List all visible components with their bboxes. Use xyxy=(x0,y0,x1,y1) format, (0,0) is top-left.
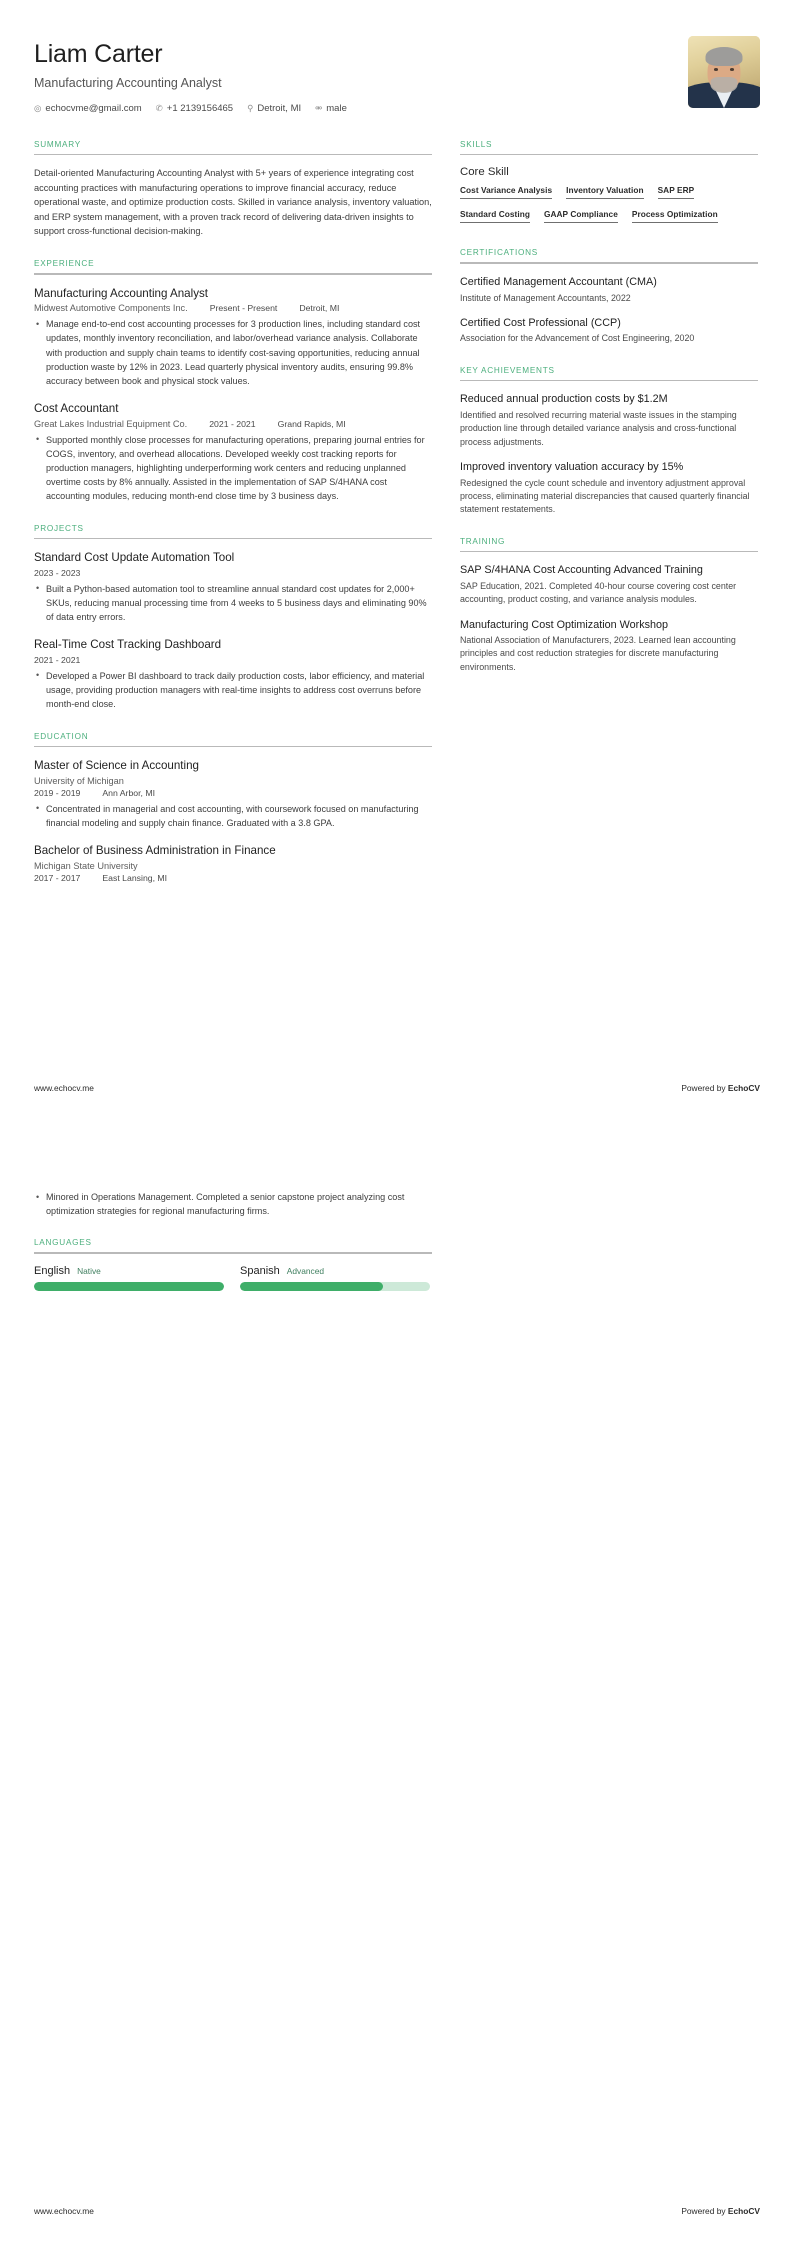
education-location: East Lansing, MI xyxy=(102,872,168,883)
training-description: SAP Education, 2021. Completed 40-hour course covering cost center accounting, product costing, and variance analysis modules. xyxy=(460,580,737,605)
experience-entry xyxy=(34,401,432,504)
experience-role: Manufacturing Accounting Analyst xyxy=(34,286,209,300)
skills-group-label: Core Skill xyxy=(460,166,509,179)
education-meta xyxy=(34,788,432,798)
bullet-item: • Manage end-to-end cost accounting processes for 3 production lines, including standard cost updates, monthly inventory reconciliation, and labor/overhead variance analysis. Collaborate with production and supply chain teams to identify cost-saving opportunities, reducing annual production waste by 12% in 2023. Lead quarterly physical inventory audits, ensuring 99.8% accuracy between book and physical stock values. xyxy=(34,317,432,388)
education-school: University of Michigan xyxy=(34,775,124,786)
skill-tag: Process Optimization xyxy=(632,209,718,223)
page-footer xyxy=(34,1083,760,1093)
experience-entry xyxy=(34,286,432,389)
project-entry xyxy=(34,550,432,624)
header-text-block xyxy=(34,36,347,114)
education-entry xyxy=(34,843,432,883)
section-divider xyxy=(460,262,758,264)
project-dates: 2023 - 2023 xyxy=(34,567,81,578)
footer-brand xyxy=(681,2206,760,2216)
candidate-name: Liam Carter xyxy=(34,40,163,68)
experience-bullets xyxy=(34,317,432,388)
bullet-item: • Concentrated in managerial and cost accounting, with coursework focused on manufacturing financial modeling and supply chain finance. Graduated with a 3.8 GPA. xyxy=(34,802,432,830)
education-dates: 2019 - 2019 xyxy=(34,787,81,798)
project-name: Real-Time Cost Tracking Dashboard xyxy=(34,638,222,652)
section-divider xyxy=(34,538,432,540)
project-dates: 2021 - 2021 xyxy=(34,654,81,665)
education-school: Michigan State University xyxy=(34,860,138,871)
bullet-item: • Developed a Power BI dashboard to track daily production costs, labor efficiency, and material usage, providing production managers with real-time insights to address cost overruns before month-end close. xyxy=(34,669,432,712)
section-title-training: TRAINING xyxy=(460,536,506,546)
section-education xyxy=(34,732,432,883)
certification-entry xyxy=(460,275,758,305)
achievement-description: Identified and resolved recurring material waste issues in the stamping production line through detailed variance analysis and cross-functional process adjustments. xyxy=(460,409,737,447)
certification-entry xyxy=(460,316,758,346)
project-name: Standard Cost Update Automation Tool xyxy=(34,551,235,565)
right-column xyxy=(460,140,758,694)
section-title-skills: SKILLS xyxy=(460,139,493,149)
education-dates: 2017 - 2017 xyxy=(34,872,81,883)
phone-icon: ✆ xyxy=(155,103,163,113)
experience-meta xyxy=(34,419,432,429)
language-item xyxy=(240,1265,430,1291)
section-title-key-achievements: KEY ACHIEVEMENTS xyxy=(460,365,555,375)
resume-header xyxy=(34,28,760,114)
section-languages xyxy=(34,1238,432,1291)
contact-gender-value: male xyxy=(326,102,347,114)
language-level: Native xyxy=(77,1265,101,1276)
section-title-languages: LANGUAGES xyxy=(34,1238,92,1248)
experience-dates: Present - Present xyxy=(209,303,278,314)
contact-location xyxy=(247,103,301,114)
section-title-projects: PROJECTS xyxy=(34,523,84,533)
experience-company: Great Lakes Industrial Equipment Co. xyxy=(34,418,188,429)
resume-page-2 xyxy=(0,1123,794,2246)
footer-brand xyxy=(681,1083,760,1093)
achievement-name: Improved inventory valuation accuracy by 15% xyxy=(460,461,684,474)
section-training xyxy=(460,537,758,675)
contact-row xyxy=(34,103,347,114)
section-education-continued xyxy=(34,1190,432,1218)
achievement-entry xyxy=(460,392,758,449)
section-certifications xyxy=(460,248,758,345)
resume-columns-page2 xyxy=(34,1152,760,1311)
education-location: Ann Arbor, MI xyxy=(102,787,156,798)
skill-tag: SAP ERP xyxy=(658,185,695,199)
training-name: Manufacturing Cost Optimization Workshop xyxy=(460,618,669,631)
left-column xyxy=(34,140,432,903)
candidate-job-title: Manufacturing Accounting Analyst xyxy=(34,75,222,90)
education-entry xyxy=(34,758,432,830)
language-name: Spanish xyxy=(240,1264,280,1277)
experience-role: Cost Accountant xyxy=(34,402,119,416)
language-list xyxy=(34,1265,432,1291)
experience-location: Grand Rapids, MI xyxy=(277,418,346,429)
section-title-summary: SUMMARY xyxy=(34,139,81,149)
education-degree: Master of Science in Accounting xyxy=(34,759,199,773)
bullet-item: • Built a Python-based automation tool to streamline annual standard cost updates for 2,000+ SKUs, reducing manual processing time from 4 weeks to 5 business days and eliminating 90% of data entry errors. xyxy=(34,582,432,625)
footer-website[interactable]: www.echocv.me xyxy=(34,1083,94,1093)
experience-meta xyxy=(34,303,432,313)
experience-company: Midwest Automotive Components Inc. xyxy=(34,303,188,314)
contact-email-value: echocvme@gmail.com xyxy=(45,102,142,114)
language-proficiency-bar xyxy=(240,1282,430,1291)
training-entry xyxy=(460,618,758,675)
language-proficiency-fill xyxy=(240,1282,383,1291)
section-key-achievements xyxy=(460,366,758,517)
skill-tag: GAAP Compliance xyxy=(544,209,618,223)
section-title-education: EDUCATION xyxy=(34,731,89,741)
training-entry xyxy=(460,563,758,606)
training-name: SAP S/4HANA Cost Accounting Advanced Training xyxy=(460,564,703,577)
section-projects xyxy=(34,524,432,712)
language-level: Advanced xyxy=(286,1265,325,1276)
language-name: English xyxy=(34,1264,71,1277)
contact-location-value: Detroit, MI xyxy=(257,102,302,114)
section-title-experience: EXPERIENCE xyxy=(34,259,95,268)
training-description: National Association of Manufacturers, 2023. Learned lean accounting principles and cost reduction strategies for discrete manufacturing environments. xyxy=(460,635,736,672)
achievement-entry xyxy=(460,460,758,517)
contact-phone[interactable] xyxy=(156,103,233,114)
education-bullets xyxy=(34,802,432,830)
language-head xyxy=(34,1265,224,1277)
certification-name: Certified Cost Professional (CCP) xyxy=(460,316,621,329)
contact-gender xyxy=(315,103,347,114)
education-meta xyxy=(34,873,432,883)
contact-email[interactable] xyxy=(34,103,142,114)
section-divider xyxy=(460,154,758,156)
language-head xyxy=(240,1265,430,1277)
summary-text: Detail-oriented Manufacturing Accounting Analyst with 5+ years of experience integrating cost accounting practices with manufacturing operations to improve financial accuracy, reduce operational waste, and optimize production costs. Skilled in variance analysis, inventory valuation, and ERP system management, with a proven track record of delivering data-driven insights to support cross-functional decision-making. xyxy=(34,168,432,237)
location-pin-icon: ⚲ xyxy=(247,103,254,113)
section-divider xyxy=(34,273,432,275)
experience-bullets xyxy=(34,433,432,504)
page-footer xyxy=(34,2206,760,2216)
footer-brand-name: EchoCV xyxy=(727,1083,760,1093)
skill-tag: Standard Costing xyxy=(460,209,530,223)
section-divider xyxy=(460,380,758,382)
left-column-page2 xyxy=(34,1186,432,1311)
skill-tag: Inventory Valuation xyxy=(566,185,643,199)
skill-tag: Cost Variance Analysis xyxy=(460,185,552,199)
person-icon: ⚮ xyxy=(315,103,323,113)
bullet-item: • Supported monthly close processes for manufacturing operations, preparing journal entries for COGS, inventory, and overhead allocations. Developed weekly cost tracking reports for production managers, highlighting underperforming work centers and reducing unplanned overtime costs by 8% annually. Assisted in the implementation of SAP S/4HANA cost accounting modules, reducing month-end close time by 3 business days. xyxy=(34,433,432,504)
education-degree: Bachelor of Business Administration in Finance xyxy=(34,844,276,858)
footer-brand-prefix: Powered by xyxy=(681,2206,728,2216)
section-title-certifications: CERTIFICATIONS xyxy=(460,248,538,258)
email-icon: ◎ xyxy=(34,103,42,113)
footer-brand-prefix: Powered by xyxy=(681,1083,728,1093)
certification-name: Certified Management Accountant (CMA) xyxy=(460,275,657,288)
language-proficiency-bar xyxy=(34,1282,224,1291)
language-proficiency-fill xyxy=(34,1282,224,1291)
achievement-description: Redesigned the cycle count schedule and inventory adjustment approval process, eliminating material discrepancies that caused quarterly financial statement restatements. xyxy=(460,477,750,515)
footer-brand-name: EchoCV xyxy=(727,2206,760,2216)
section-divider xyxy=(460,551,758,553)
resume-columns xyxy=(34,140,760,903)
education-bullets xyxy=(34,1190,432,1218)
achievement-name: Reduced annual production costs by $1.2M xyxy=(460,393,668,406)
section-divider xyxy=(34,746,432,748)
certification-issuer: Institute of Management Accountants, 2022 xyxy=(460,292,631,303)
experience-location: Detroit, MI xyxy=(299,303,340,314)
language-item xyxy=(34,1265,224,1291)
experience-dates: 2021 - 2021 xyxy=(209,418,256,429)
contact-phone-value: +1 2139156465 xyxy=(166,102,234,114)
avatar xyxy=(688,36,760,108)
project-bullets xyxy=(34,582,432,625)
footer-website[interactable]: www.echocv.me xyxy=(34,2206,94,2216)
section-skills xyxy=(460,140,758,229)
project-entry xyxy=(34,637,432,711)
bullet-item: • Minored in Operations Management. Completed a senior capstone project analyzing cost optimization strategies for regional manufacturing firms. xyxy=(34,1190,432,1218)
project-bullets xyxy=(34,669,432,712)
section-experience xyxy=(34,259,432,504)
section-divider xyxy=(34,1252,432,1254)
certification-issuer: Association for the Advancement of Cost Engineering, 2020 xyxy=(460,333,695,344)
section-divider xyxy=(34,154,432,156)
section-summary xyxy=(34,140,432,239)
skill-tag-list xyxy=(460,185,758,228)
